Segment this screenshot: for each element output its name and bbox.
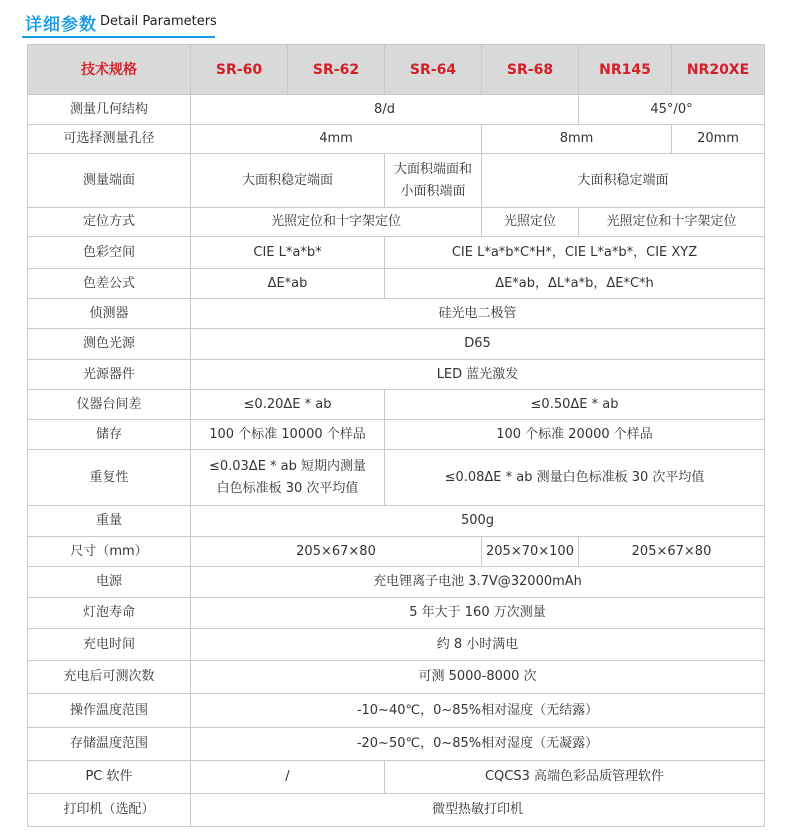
row-label: 储存: [28, 420, 191, 450]
table-cell: 500g: [191, 506, 765, 537]
table-cell: 8/d: [191, 95, 579, 125]
table-cell: -20~50℃，0~85%相对湿度（无凝露）: [191, 728, 765, 761]
table-row: [28, 506, 765, 537]
table-row: [28, 537, 765, 567]
table-cell: 5 年大于 160 万次测量: [191, 598, 765, 629]
spec-table: [27, 44, 765, 827]
table-cell: 100 个标准 20000 个样品: [385, 420, 765, 450]
header-cell-sr62: SR-62: [288, 45, 385, 95]
row-label: 尺寸（mm）: [28, 537, 191, 567]
table-cell: ≤0.20ΔE * ab: [191, 390, 385, 420]
row-label: 色差公式: [28, 269, 191, 299]
table-row: [28, 450, 765, 506]
row-label: 仪器台间差: [28, 390, 191, 420]
row-label: 定位方式: [28, 208, 191, 237]
table-cell: 光照定位和十字架定位: [191, 208, 482, 237]
table-row: [28, 728, 765, 761]
table-row: [28, 794, 765, 827]
row-label: 灯泡寿命: [28, 598, 191, 629]
table-cell: 微型热敏打印机: [191, 794, 765, 827]
row-label: 存储温度范围: [28, 728, 191, 761]
row-label: 打印机（选配）: [28, 794, 191, 827]
cell-line: 大面积端面和: [393, 161, 472, 177]
table-cell: 4mm: [191, 125, 482, 154]
table-cell: 205×67×80: [579, 537, 765, 567]
table-cell: LED 蓝光激发: [191, 360, 765, 390]
table-row: [28, 237, 765, 269]
cell-line: 白色标准板 30 次平均值: [216, 480, 359, 496]
table-row: [28, 154, 765, 208]
row-label: 电源: [28, 567, 191, 598]
row-label: 光源器件: [28, 360, 191, 390]
table-row: [28, 329, 765, 360]
table-cell: D65: [191, 329, 765, 360]
header-cell-sr60: SR-60: [191, 45, 288, 95]
table-cell: [385, 154, 482, 208]
table-cell: 硅光电二极管: [191, 299, 765, 329]
table-cell: CIE L*a*b*: [191, 237, 385, 269]
heading-title-cn: 详细参数: [25, 15, 97, 35]
table-cell: ≤0.08ΔE * ab 测量白色标准板 30 次平均值: [385, 450, 765, 506]
table-header-row: [28, 45, 765, 95]
heading-underline: [22, 36, 215, 38]
table-row: [28, 598, 765, 629]
table-cell: 可测 5000-8000 次: [191, 661, 765, 694]
row-label: 充电时间: [28, 629, 191, 661]
table-row: [28, 95, 765, 125]
table-row: [28, 420, 765, 450]
table-cell: [191, 450, 385, 506]
table-cell: 100 个标准 10000 个样品: [191, 420, 385, 450]
header-cell-nr20xe: NR20XE: [672, 45, 765, 95]
cell-line: ≤0.03ΔE * ab 短期内测量: [208, 458, 367, 474]
table-cell: 205×70×100: [482, 537, 579, 567]
table-row: [28, 299, 765, 329]
row-label: 测量端面: [28, 154, 191, 208]
row-label: 测色光源: [28, 329, 191, 360]
row-label: 充电后可测次数: [28, 661, 191, 694]
table-row: [28, 125, 765, 154]
header-cell-sr64: SR-64: [385, 45, 482, 95]
table-cell: 光照定位: [482, 208, 579, 237]
table-row: [28, 661, 765, 694]
table-row: [28, 269, 765, 299]
header-cell-sr68: SR-68: [482, 45, 579, 95]
row-label: 侦测器: [28, 299, 191, 329]
table-row: [28, 761, 765, 794]
section-heading: [22, 6, 764, 36]
row-label: 操作温度范围: [28, 694, 191, 728]
table-cell: 光照定位和十字架定位: [579, 208, 765, 237]
table-row: [28, 629, 765, 661]
row-label: 测量几何结构: [28, 95, 191, 125]
table-row: [28, 208, 765, 237]
row-label: PC 软件: [28, 761, 191, 794]
row-label: 重复性: [28, 450, 191, 506]
table-cell: ΔE*ab，ΔL*a*b，ΔE*C*h: [385, 269, 765, 299]
table-cell: 充电锂离子电池 3.7V@32000mAh: [191, 567, 765, 598]
table-cell: CQCS3 高端色彩品质管理软件: [385, 761, 765, 794]
table-cell: CIE L*a*b*C*H*，CIE L*a*b*，CIE XYZ: [385, 237, 765, 269]
table-row: [28, 567, 765, 598]
table-cell: 约 8 小时满电: [191, 629, 765, 661]
table-cell: 8mm: [482, 125, 672, 154]
table-cell: 20mm: [672, 125, 765, 154]
table-cell: 45°/0°: [579, 95, 765, 125]
table-cell: ≤0.50ΔE * ab: [385, 390, 765, 420]
table-cell: 大面积稳定端面: [482, 154, 765, 208]
table-cell: 205×67×80: [191, 537, 482, 567]
cell-line: 小面积端面: [400, 183, 466, 199]
table-row: [28, 390, 765, 420]
table-cell: /: [191, 761, 385, 794]
row-label: 可选择测量孔径: [28, 125, 191, 154]
table-cell: 大面积稳定端面: [191, 154, 385, 208]
table-cell: -10~40℃，0~85%相对湿度（无结露）: [191, 694, 765, 728]
row-label: 重量: [28, 506, 191, 537]
header-cell-nr145: NR145: [579, 45, 672, 95]
table-cell: ΔE*ab: [191, 269, 385, 299]
header-cell-spec: 技术规格: [28, 45, 191, 95]
table-row: [28, 694, 765, 728]
table-row: [28, 360, 765, 390]
heading-title-en: Detail Parameters: [100, 14, 217, 29]
row-label: 色彩空间: [28, 237, 191, 269]
